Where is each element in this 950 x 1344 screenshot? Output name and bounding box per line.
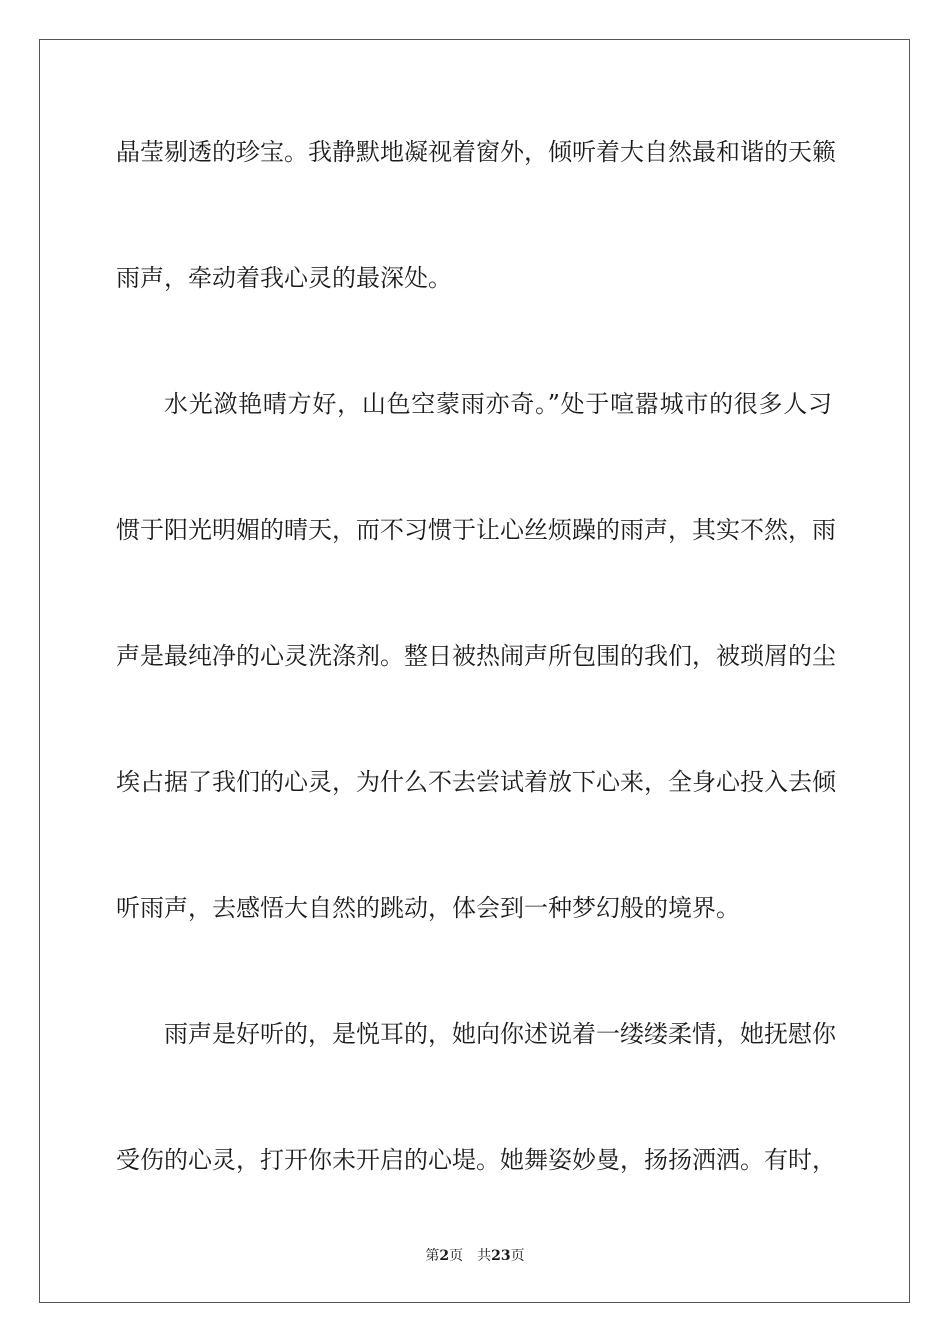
- body-line-7: 听雨声，去感悟大自然的跳动，体会到一种梦幻般的境界。: [116, 894, 740, 922]
- footer-total-prefix: 共: [477, 1248, 492, 1264]
- body-line-9: 受伤的心灵，打开你未开启的心堤。她舞姿妙曼，扬扬洒洒。有时，: [116, 1146, 836, 1174]
- body-line-2: 雨声，牵动着我心灵的最深处。: [116, 264, 452, 292]
- page-footer: [0, 1247, 950, 1265]
- footer-page-prefix: 第: [425, 1248, 440, 1264]
- body-line-1: 晶莹剔透的珍宝。我静默地凝视着窗外，倾听着大自然最和谐的天籁: [116, 138, 836, 166]
- footer-page-number: 2: [439, 1248, 450, 1264]
- body-line-8: 雨声是好听的，是悦耳的，她向你述说着一缕缕柔情，她抚慰你: [164, 1020, 836, 1048]
- footer-total-suffix: 页: [510, 1248, 525, 1264]
- footer-page-suffix: 页: [449, 1248, 464, 1264]
- body-line-6: 埃占据了我们的心灵，为什么不去尝试着放下心来，全身心投入去倾: [116, 768, 836, 796]
- footer-total-pages: 23: [491, 1248, 511, 1264]
- body-line-5: 声是最纯净的心灵洗涤剂。整日被热闹声所包围的我们，被琐屑的尘: [116, 642, 836, 670]
- body-line-4: 惯于阳光明媚的晴天，而不习惯于让心丝烦躁的雨声，其实不然，雨: [116, 516, 836, 544]
- body-line-3: 水光潋艳晴方好，山色空蒙雨亦奇。”处于喧嚣城市的很多人习: [164, 390, 832, 418]
